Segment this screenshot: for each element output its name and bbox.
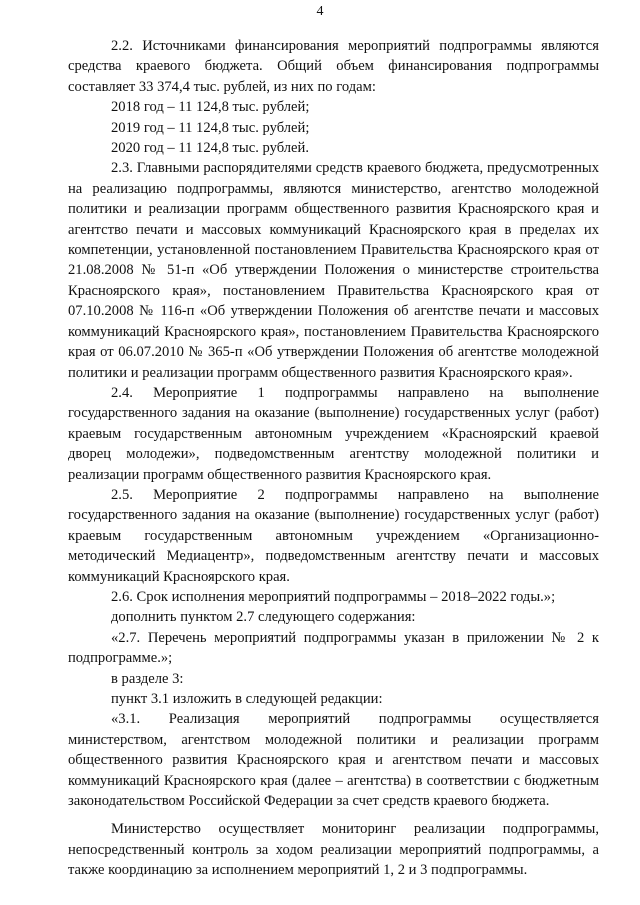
paragraph-2-7: «2.7. Перечень мероприятий подпрограммы указан в приложении № 2 к подпрограмме.»; (68, 629, 599, 667)
paragraph-2-5: 2.5. Мероприятие 2 подпрограммы направлено на выполнение государственного задания на оказание (выполнение) государственных услуг (работ) краевым государственным автономным учреждением «Организационно-методический Медиацентр», подведомственным агентству печати и массовых коммуникаций Красноярского края. (68, 486, 599, 585)
amendment-item-3-1: пункт 3.1 изложить в следующей редакции: (111, 691, 383, 707)
funding-year-2020: 2020 год – 11 124,8 тыс. рублей. (111, 140, 309, 157)
page-number: 4 (316, 4, 324, 19)
funding-year-2019: 2019 год – 11 124,8 тыс. рублей; (111, 119, 310, 136)
paragraph-2-4: 2.4. Мероприятие 1 подпрограммы направлено на выполнение государственного задания на оказание (выполнение) государственных услуг (работ) краевым государственным автономным учреждением «Красноярский краевой дворец молодежи», подведомственным агентству молодежной политики и реализации программ общественного развития Красноярского края. (68, 384, 599, 483)
paragraph-2-2: 2.2. Источниками финансирования мероприятий подпрограммы являются средства краевого бюджета. Общий объем финансирования подпрограммы составляет 33 374,4 тыс. рублей, из них по годам: (68, 38, 599, 95)
amendment-section-3: в разделе 3: (111, 670, 184, 687)
amendment-add-2-7: дополнить пунктом 2.7 следующего содержания: (111, 609, 416, 626)
document-body (68, 36, 599, 881)
paragraph-2-6: 2.6. Срок исполнения мероприятий подпрограммы – 2018–2022 годы.»; (111, 588, 556, 605)
paragraph-2-3: 2.3. Главными распорядителями средств краевого бюджета, предусмотренных на реализацию подпрограммы, являются министерство, агентство молодежной политики и реализации программ общественного развития Красноярского края и агентство печати и массовых коммуникаций Красноярского края в пределах их компетенции, установленной постановлением Правительства Красноярского края от 21.08.2008 № 51-п «Об утверждении Положения о министерстве строительства Красноярского края», постановлением Правительства Красноярского края от 07.10.2008 № 116-п «Об утверждении Положения об агентстве печати и массовых коммуникаций Красноярского края», постановлением Правительства Красноярского края от 06.07.2010 № 365-п «Об утверждении Положения об агентстве молодежной политики и реализации программ общественного развития Красноярского края». (68, 160, 599, 381)
paragraph-ministry-monitoring: Министерство осуществляет мониторинг реализации подпрограммы, непосредственный контроль за ходом реализации мероприятий подпрограммы, а также координацию за исполнением мероприятий 1, 2 и 3 подпрограммы. (68, 821, 599, 879)
paragraph-3-1: «3.1. Реализация мероприятий подпрограммы осуществляется министерством, агентством молодежной политики и реализации программ общественного развития Красноярского края и агентством печати и массовых коммуникаций Красноярского края (далее – агентства) в соответствии с бюджетным законодательством Российской Федерации за счет средств краевого бюджета. (68, 711, 599, 810)
funding-year-2018: 2018 год – 11 124,8 тыс. рублей; (111, 99, 310, 116)
